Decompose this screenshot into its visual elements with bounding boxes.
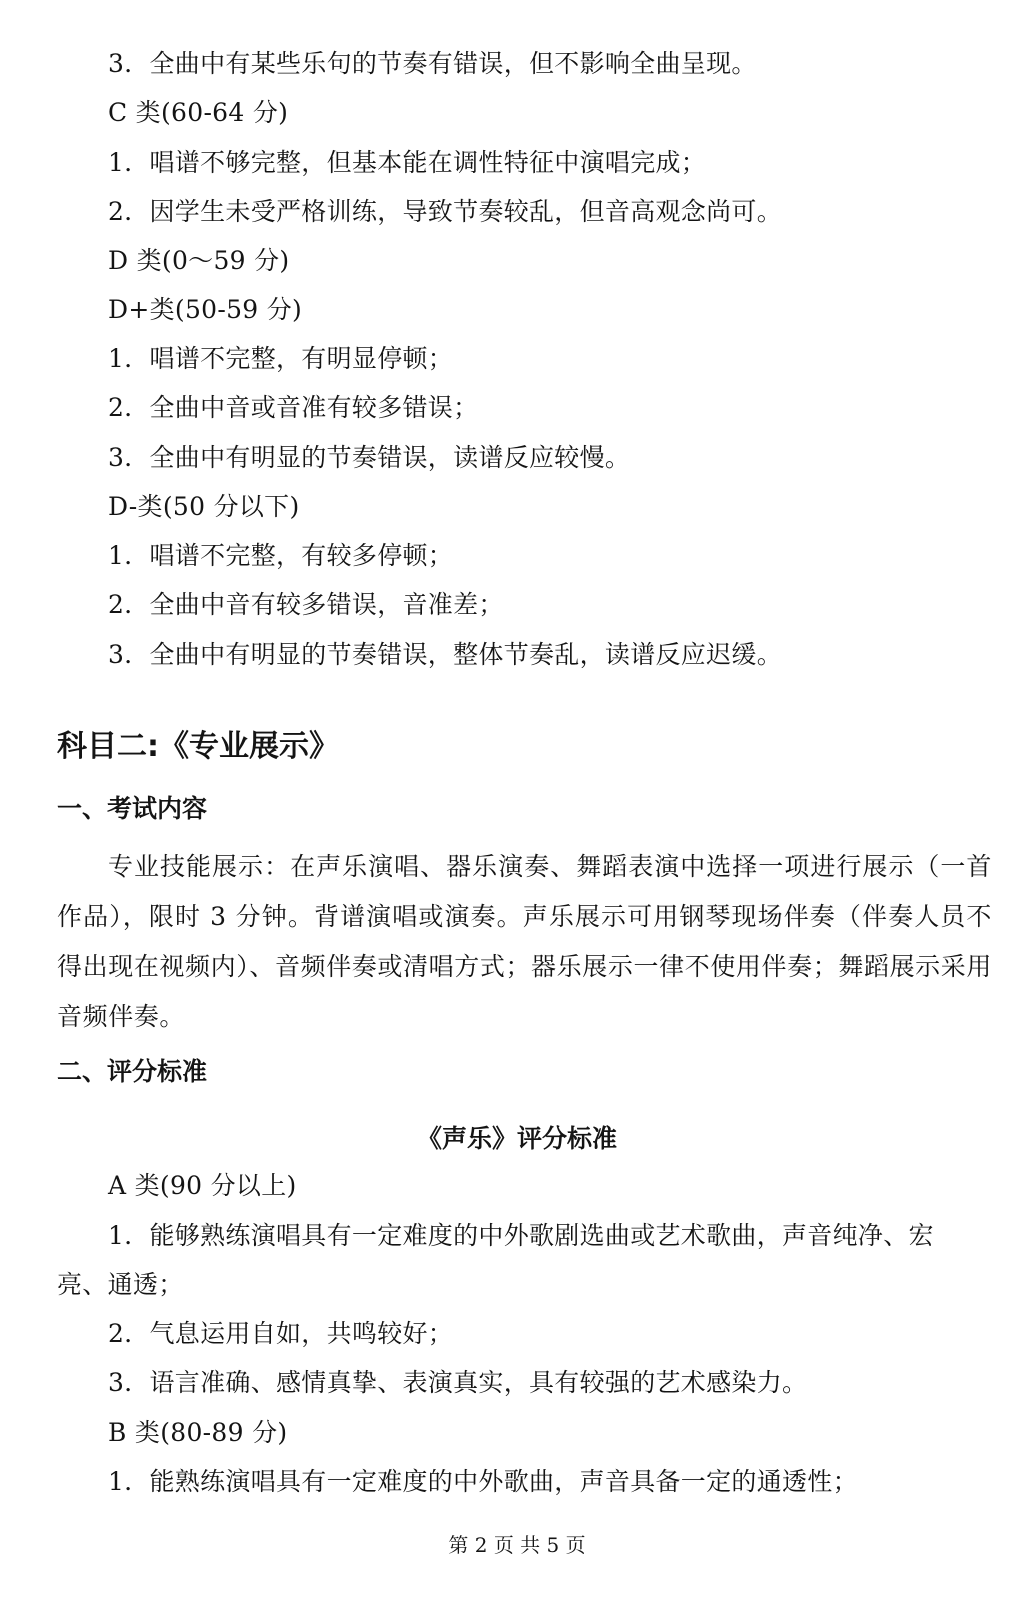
- vocal-b-title: B 类(80-89 分): [108, 1418, 288, 1447]
- scoring-criteria-heading: 二、评分标准: [57, 1057, 208, 1086]
- page-number-footer: 第 2 页 共 5 页: [448, 1533, 586, 1557]
- exam-content-heading: 一、考试内容: [57, 794, 208, 823]
- category-d-minus-item-2: 2．全曲中音有较多错误，音准差；: [108, 590, 504, 619]
- vocal-criteria-title: 《声乐》评分标准: [416, 1124, 617, 1153]
- category-c-item-2: 2．因学生未受严格训练，导致节奏较乱，但音高观念尚可。: [108, 197, 783, 226]
- category-d-plus-item-1: 1．唱谱不完整，有明显停顿；: [108, 344, 454, 373]
- category-d-plus-item-3: 3．全曲中有明显的节奏错误，读谱反应较慢。: [108, 443, 631, 472]
- c-prev-item-3: 3．全曲中有某些乐句的节奏有错误，但不影响全曲呈现。: [108, 49, 757, 78]
- vocal-a-item-3: 3．语言准确、感情真挚、表演真实，具有较强的艺术感染力。: [108, 1368, 808, 1397]
- category-c-item-1: 1．唱谱不够完整，但基本能在调性特征中演唱完成；: [108, 148, 707, 177]
- category-d-minus-item-1: 1．唱谱不完整，有较多停顿；: [108, 541, 454, 570]
- vocal-a-item-2: 2．气息运用自如，共鸣较好；: [108, 1319, 454, 1348]
- category-d-plus-item-2: 2．全曲中音或音准有较多错误；: [108, 393, 479, 422]
- subject2-title: 科目二:《专业展示》: [57, 729, 339, 764]
- category-d-plus-title: D+类(50-59 分): [108, 295, 303, 324]
- category-d-minus-title: D-类(50 分以下): [108, 492, 300, 521]
- exam-content-paragraph: 专业技能展示：在声乐演唱、器乐演奏、舞蹈表演中选择一项进行展示（一首作品），限时 3 分钟。背谱演唱或演奏。声乐展示可用钢琴现场伴奏（伴奏人员不得出现在视频内）、音频伴奏或清唱方式；器乐展示一律不使用伴奏；舞蹈展示采用音频伴奏。: [57, 852, 992, 1031]
- vocal-a-title: A 类(90 分以上): [108, 1171, 297, 1200]
- vocal-a-item-1-continued: 亮、通透；: [57, 1270, 184, 1299]
- category-d-minus-item-3: 3．全曲中有明显的节奏错误，整体节奏乱，读谱反应迟缓。: [108, 640, 783, 669]
- category-c-title: C 类(60-64 分): [108, 98, 289, 127]
- vocal-b-item-1: 1．能熟练演唱具有一定难度的中外歌曲，声音具备一定的通透性；: [108, 1467, 858, 1496]
- category-d-title: D 类(0～59 分): [108, 246, 290, 275]
- vocal-a-item-1: 1．能够熟练演唱具有一定难度的中外歌剧选曲或艺术歌曲，声音纯净、宏: [108, 1221, 934, 1250]
